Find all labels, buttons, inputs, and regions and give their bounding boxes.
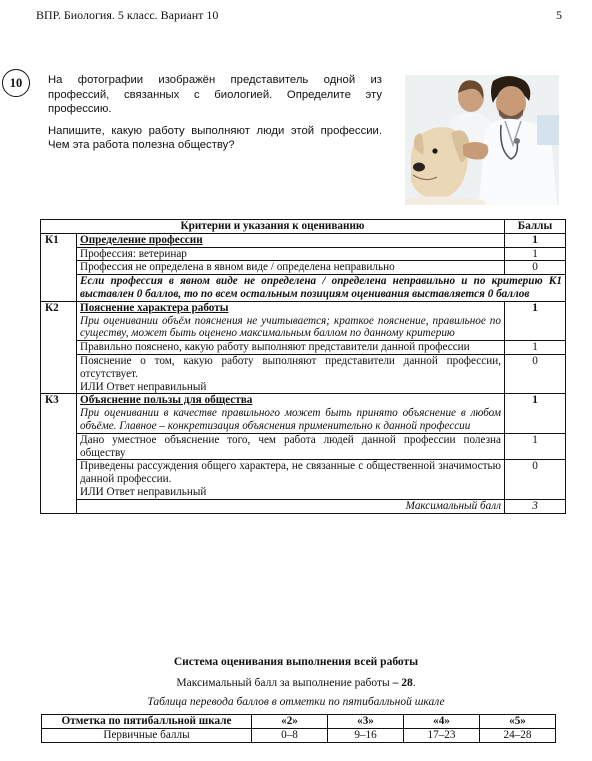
table-row	[41, 433, 566, 460]
criterion-k1-note: Если профессия в явном виде не определена / определена неправильно и по критерию К1 выставлен 0 баллов, то по всем остальным позициям оценивания выставляется 0 баллов	[77, 275, 566, 302]
criterion-code-cell	[41, 460, 77, 499]
criterion-option	[77, 354, 505, 393]
criterion-max-score-k1: 1	[505, 233, 566, 247]
criterion-option-score: 0	[505, 354, 566, 393]
grade-table-caption: Таблица перевода баллов в отметки по пятибалльной шкале	[147, 696, 445, 708]
points-range-cell: 9–16	[328, 729, 404, 743]
table-row	[41, 247, 566, 261]
criterion-option-score: 0	[505, 460, 566, 499]
grade-cell: «3»	[328, 715, 404, 729]
grade-cell: «4»	[404, 715, 480, 729]
criterion-title-k1: Определение профессии	[77, 233, 505, 247]
criterion-code-k1: К1	[41, 233, 77, 247]
grade-row-label: Отметка по пятибалльной шкале	[42, 715, 252, 729]
criterion-option-score: 0	[505, 261, 566, 275]
system-max-text: Максимальный балл за выполнение работы	[176, 677, 390, 689]
criterion-option-score: 1	[505, 341, 566, 355]
points-range-cell: 24–28	[480, 729, 556, 743]
criterion-code-cell	[41, 275, 77, 302]
task-text	[48, 73, 382, 160]
criterion-option-or: ИЛИ Ответ неправильный	[80, 380, 207, 393]
task-paragraph-1: На фотографии изображён представитель одной из профессий, связанных с биологией. Определите эту профессию.	[48, 74, 382, 115]
system-max-line	[0, 677, 592, 689]
grade-conversion-table	[41, 714, 556, 743]
grade-row	[42, 715, 556, 729]
max-score-row	[41, 499, 566, 513]
page-header-title: ВПР. Биология. 5 класс. Вариант 10	[36, 8, 219, 22]
table-row	[41, 354, 566, 393]
criterion-title-k3-cell	[77, 394, 505, 433]
criterion-code-cell	[41, 354, 77, 393]
criterion-code-cell	[41, 261, 77, 275]
max-score-value: 3	[505, 499, 566, 513]
criterion-code-cell	[41, 499, 77, 513]
task-number-badge: 10	[2, 69, 30, 97]
criterion-code-cell	[41, 341, 77, 355]
table-row	[41, 233, 566, 247]
system-max-value: 28	[401, 677, 413, 689]
criterion-option: Профессия: ветеринар	[77, 247, 505, 261]
criterion-title-k3: Объяснение пользы для общества	[80, 394, 253, 407]
task-paragraph-2: Напишите, какую работу выполняют люди этой профессии. Чем эта работа полезна обществу?	[48, 124, 382, 151]
grade-cell: «2»	[252, 715, 328, 729]
criteria-table	[40, 219, 566, 514]
criterion-option-text: Пояснение о том, какую работу выполняют представители данной профессии, отсутствует.	[80, 354, 501, 380]
criterion-option-or: ИЛИ Ответ неправильный	[80, 485, 207, 498]
criterion-code-cell	[41, 433, 77, 460]
points-row	[42, 729, 556, 743]
max-score-label: Максимальный балл	[77, 499, 505, 513]
table-row	[41, 301, 566, 340]
criterion-option-score: 1	[505, 433, 566, 460]
points-row-label: Первичные баллы	[42, 729, 252, 743]
grade-cell: «5»	[480, 715, 556, 729]
criterion-title-k2-cell	[77, 301, 505, 340]
page-number: 5	[556, 8, 562, 22]
table-row	[41, 275, 566, 302]
table-row	[41, 394, 566, 433]
system-max-dot: .	[412, 677, 416, 689]
criterion-option: Правильно пояснено, какую работу выполняют представители данной профессии	[77, 341, 505, 355]
table-row	[41, 261, 566, 275]
criterion-title-k2: Пояснение характера работы	[80, 301, 229, 314]
criterion-code-cell	[41, 247, 77, 261]
criterion-instruction-k3: При оценивании в качестве правильного может быть принято объяснение в любом объёме. Главное – конкретизация объяснения применительно к данной профессии	[80, 407, 501, 432]
criterion-code-k2: К2	[41, 301, 77, 340]
criterion-max-score-k3: 1	[505, 394, 566, 433]
table-row	[41, 460, 566, 499]
criterion-option: Дано уместное объяснение того, чем работа людей данной профессии полезна обществу	[77, 433, 505, 460]
criteria-header-row	[41, 220, 566, 234]
points-range-cell: 17–23	[404, 729, 480, 743]
table-row	[41, 341, 566, 355]
system-max-dash: –	[392, 677, 399, 689]
criterion-option	[77, 460, 505, 499]
criterion-max-score-k2: 1	[505, 301, 566, 340]
score-header: Баллы	[505, 220, 566, 234]
criterion-option-text: Приведены рассуждения общего характера, не связанные с общественной значимостью данной профессии.	[80, 460, 501, 486]
criterion-code-k3: К3	[41, 394, 77, 433]
criterion-option-score: 1	[505, 247, 566, 261]
points-range-cell: 0–8	[252, 729, 328, 743]
criteria-header: Критерии и указания к оцениванию	[41, 220, 505, 234]
system-title: Система оценивания выполнения всей работы	[173, 656, 419, 668]
criterion-option: Профессия не определена в явном виде / определена неправильно	[77, 261, 505, 275]
criterion-instruction-k2: При оценивании объём пояснения не учитывается; краткое пояснение, правильное по существу, может быть оценено максимальным баллом по данному критерию	[80, 314, 501, 340]
veterinarian-with-dog-photo	[405, 75, 559, 205]
